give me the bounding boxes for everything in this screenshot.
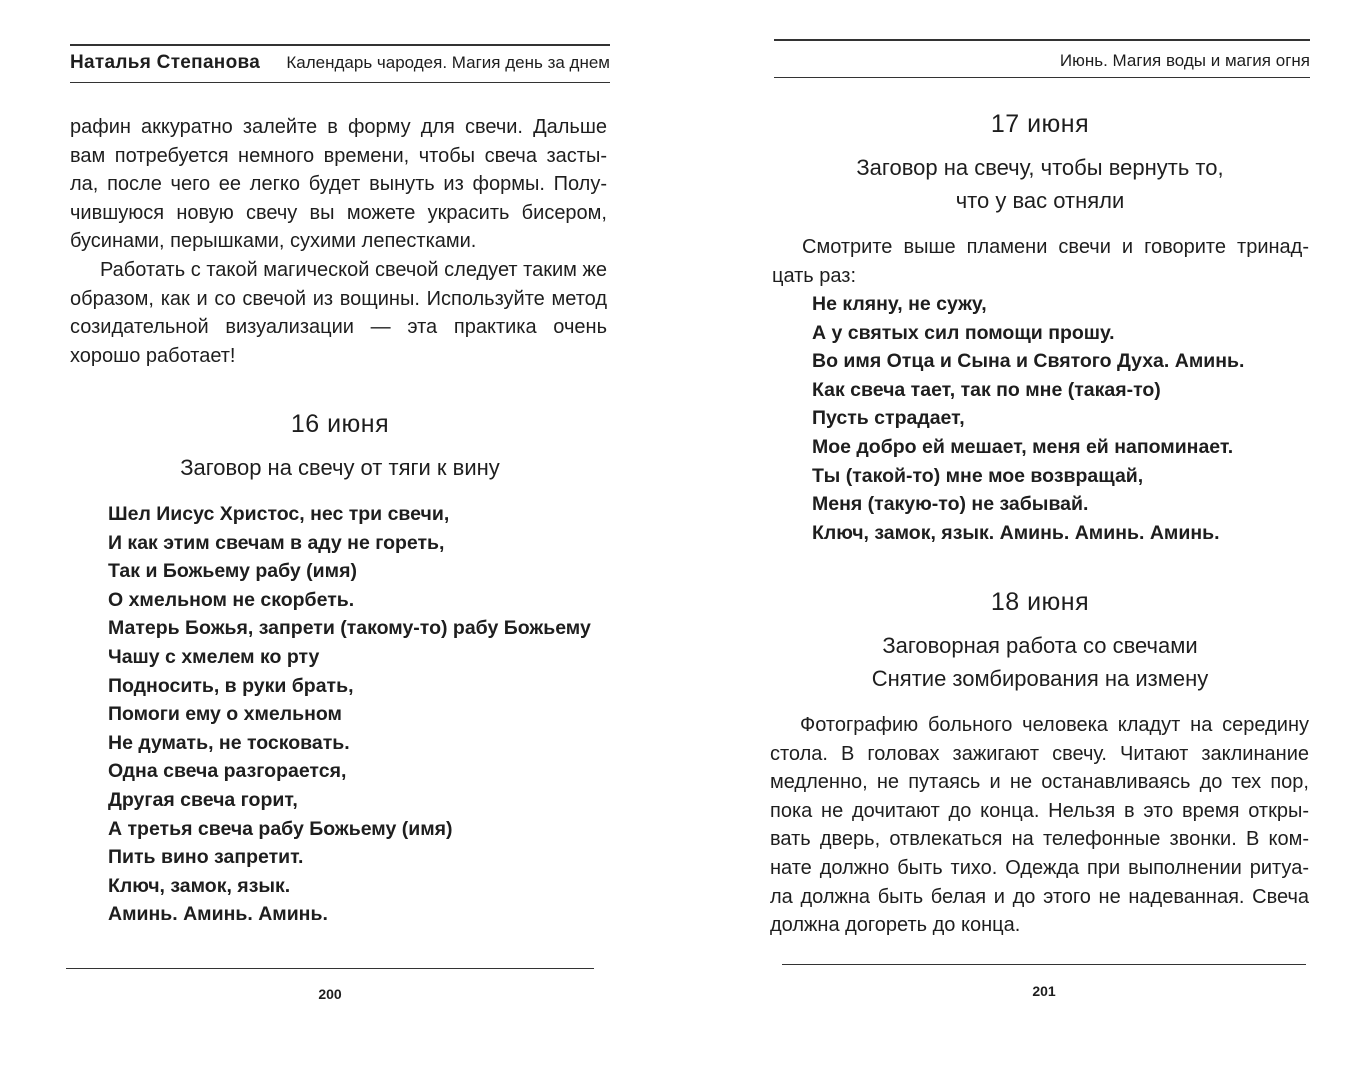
verse-line: Мое добро ей мешает, меня ей напоминает. bbox=[812, 435, 1234, 458]
paragraph: Фотографию больного человека кладут на середину стола. В головах зажигают свечу. Читают заклинание медленно, не путаясь и не останавливаясь до тех пор, пока не дочитают до конца. Нельзя в это время откры-вать дверь, отвлекаться на телефонные звонки. В ком-нате должно быть тихо. Одежда при выполнении ритуа-ла должна быть белая и до этого не надеванная. Свеча должна догореть до конца. bbox=[770, 714, 1309, 937]
verse-line: Одна свеча разгорается, bbox=[108, 760, 347, 783]
verse-line: Помоги ему о хмельном bbox=[108, 703, 342, 726]
page-number: 200 bbox=[318, 986, 342, 1002]
incantation-verse bbox=[108, 500, 591, 929]
verse-line: Пусть страдает, bbox=[812, 407, 965, 430]
body-text bbox=[70, 113, 607, 370]
verse-line: И как этим свечам в аду не гореть, bbox=[108, 531, 445, 554]
verse-line: Как свеча тает, так по мне (такая-то) bbox=[812, 378, 1161, 401]
verse-line: Пить вино запретит. bbox=[108, 846, 304, 869]
paragraph: Смотрите выше пламени свечи и говорите тринад-цать раз: bbox=[772, 236, 1309, 287]
verse-line: Так и Божьему рабу (имя) bbox=[108, 560, 357, 583]
verse-line: Меня (такую-то) не забывай. bbox=[812, 493, 1089, 516]
verse-line: Аминь. Аминь. Аминь. bbox=[108, 903, 328, 926]
running-header bbox=[70, 52, 610, 76]
paragraph: Работать с такой магической свечой следует таким же образом, как и со свечой из вощины. Используйте метод созидательной визуализации — эта практика очень хорошо работает! bbox=[70, 258, 607, 367]
verse-line: Не думать, не тосковать. bbox=[108, 731, 350, 754]
verse-line: Чашу с хмелем ко рту bbox=[108, 645, 320, 668]
section-date: 18 июня bbox=[990, 588, 1090, 616]
book-title: Календарь чародея. Магия день за днем bbox=[286, 53, 610, 72]
author-name: Наталья Степанова bbox=[70, 52, 261, 73]
footer-rule bbox=[66, 968, 594, 969]
section-title-line: Заговор на свечу, чтобы вернуть то, bbox=[856, 155, 1224, 180]
verse-line: А третья свеча рабу Божьему (имя) bbox=[108, 817, 453, 840]
verse-line: Во имя Отца и Сына и Святого Духа. Аминь. bbox=[812, 350, 1245, 373]
verse-line: А у святых сил помощи прошу. bbox=[812, 321, 1115, 344]
header-rule-bottom bbox=[774, 77, 1310, 78]
section-date: 17 июня bbox=[990, 110, 1090, 138]
section-title-line: Заговорная работа со свечами bbox=[882, 633, 1198, 658]
verse-line: Ключ, замок, язык. bbox=[108, 874, 291, 897]
body-text bbox=[772, 233, 1309, 290]
page-number: 201 bbox=[1032, 983, 1056, 999]
section-title: Заговор на свечу от тяги к вину bbox=[180, 455, 500, 480]
verse-line: О хмельном не скорбеть. bbox=[108, 588, 355, 611]
body-text bbox=[770, 711, 1309, 940]
header-rule-bottom bbox=[70, 82, 610, 83]
verse-line: Матерь Божья, запрети (такому-то) рабу Божьему bbox=[108, 617, 591, 640]
running-header: Июнь. Магия воды и магия огня bbox=[1059, 51, 1310, 70]
verse-line: Ключ, замок, язык. Аминь. Аминь. Аминь. bbox=[812, 521, 1220, 544]
verse-line: Шел Иисус Христос, нес три свечи, bbox=[108, 503, 450, 525]
section-title-line: Снятие зомбирования на измену bbox=[871, 666, 1209, 691]
verse-line: Ты (такой-то) мне мое возвращай, bbox=[812, 464, 1144, 487]
footer-rule bbox=[782, 964, 1306, 965]
incantation-verse bbox=[812, 290, 1244, 547]
paragraph: рафин аккуратно залейте в форму для свечи. Дальше вам потребуется немного времени, чтобы свеча засты-ла, после чего ее легко будет вынуть из формы. Полу-чившуюся новую свечу вы можете украсить бисером, бусинами, перышками, сухими лепестками. bbox=[70, 116, 607, 253]
verse-line: Другая свеча горит, bbox=[108, 788, 298, 811]
header-rule-top bbox=[774, 39, 1310, 41]
section-date: 16 июня bbox=[290, 410, 390, 438]
verse-line: Подносить, в руки брать, bbox=[108, 674, 354, 697]
verse-line: Не кляну, не сужу, bbox=[812, 293, 987, 315]
section-title-line: что у вас отняли bbox=[955, 188, 1125, 213]
right-page bbox=[678, 0, 1356, 1080]
header-rule-top bbox=[70, 44, 610, 46]
